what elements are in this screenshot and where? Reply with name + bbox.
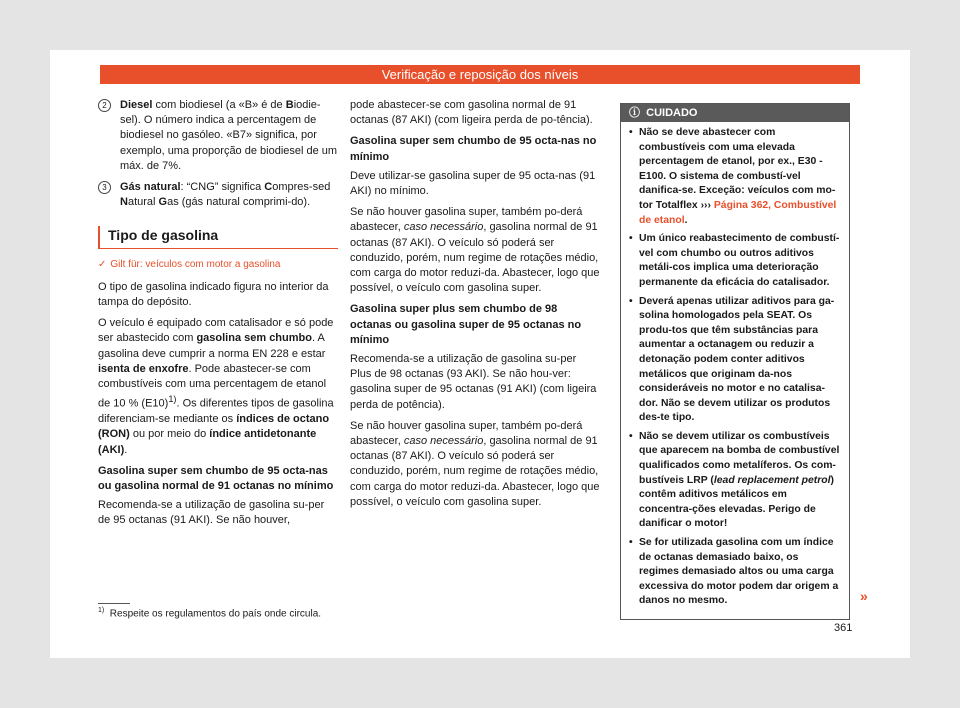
- paragraph: O veículo é equipado com catalisador e só pode ser abastecido com gasolina sem chumbo. A gasolina deve cumprir a norma EN 228 e estar isenta de enxofre. Pode abastecer-se com combustíveis com uma percentagem de etanol de 10 % $(E10)^{1)}$. Os diferentes tipos de gasolina diferenciam-se mediante os índices de octano (RON) ou por meio do índice antidetonante (AKI).: [98, 317, 334, 456]
- caution-box: [620, 103, 850, 620]
- manual-page: [50, 50, 910, 658]
- caution-bullet: • Deverá apenas utilizar aditivos para ga-solina homologados pela SEAT. Os produ-tos que têm substâncias para aumentar a octanagem ou reduzir a detonação podem conter aditivos metálicos que originam da-nos consideráveis no motor e no catalisa-dor. Não se devem utilizar os produtos des-te tipo.: [629, 295, 841, 426]
- number-badge: 3: [98, 181, 111, 194]
- check-icon: ✓: [98, 258, 107, 270]
- continue-icon: »: [860, 588, 868, 604]
- paragraph: O tipo de gasolina indicado figura no interior da tampa do depósito.: [98, 280, 329, 309]
- section-title: Tipo de gasolina: [98, 226, 338, 248]
- caution-bullet: • Não se deve abastecer com combustíveis com uma elevada percentagem de etanol, por ex., E30 - E100. O sistema de combustí-vel danifica-se. Exceção: veículos com mo-tor Totalflex ››› Página 362, Combustível de etanol.: [629, 126, 841, 228]
- paragraph: Recomenda-se a utilização de gasolina su-per de 95 octanas (91 AKI). Se não houver,: [98, 499, 325, 527]
- number-badge: 2: [98, 99, 111, 112]
- page-link[interactable]: Página 362, Combustível de etanol: [639, 199, 837, 226]
- caution-body: [621, 122, 849, 619]
- applies-to-note: ✓ Gilt für: veículos com motor a gasolina: [98, 258, 281, 270]
- caution-bullet: • Se for utilizada gasolina com um índice de octanas demasiado baixo, os regimes demasiado altos ou uma carga excessiva do motor podem dar origem a danos no mesmo.: [629, 536, 841, 609]
- subheading: Gasolina super sem chumbo de 95 octa-nas no mínimo: [350, 135, 597, 163]
- paragraph: Deve utilizar-se gasolina super de 95 octa-nas (91 AKI) no mínimo.: [350, 169, 596, 198]
- paragraph: Recomenda-se a utilização de gasolina su-per Plus de 98 octanas (93 AKI). Se não hou-ver: gasolina super de 95 octanas (91 AKI) (com ligeira perda de potência).: [350, 353, 597, 411]
- subheading: Gasolina super sem chumbo de 95 octa-nas ou gasolina normal de 91 octanas no mínimo: [98, 464, 334, 492]
- footnote: $^{1)}$ Respeite os regulamentos do país onde circula.: [98, 607, 322, 620]
- subheading: Gasolina super plus sem chumbo de 98 octanas ou gasolina super de 95 octanas no mínimo: [350, 303, 582, 346]
- list-item-natural-gas: 3 Gás natural: “CNG” significa Compres-sed Natural Gas (gás natural comprimi-do).: [98, 180, 338, 210]
- paragraph: Se não houver gasolina super, também po-derá abastecer, caso necessário, gasolina normal de 91 octanas (87 AKI). O veículo só poderá ser conduzido, porém, num regime de rotações médio, com carga do motor reduzi-da. Abastecer, logo que possível, o veículo com gasolina super.: [350, 419, 600, 508]
- page-number: 361: [834, 622, 853, 634]
- list-item-diesel: 2 Diesel com biodiesel (a «B» é de Biodie-sel). O número indica a percentagem de biodiesel no gasóleo. «B7» significa, por exemplo, uma proporção de biodiesel de um máx. de 7%.: [98, 98, 338, 174]
- caution-bullet: • Um único reabastecimento de combustí-vel com chumbo ou outros aditivos metáli-cos implica uma deterioração permanente da eficácia do catalisador.: [629, 232, 841, 290]
- page-header: Verificação e reposição dos níveis: [100, 65, 860, 84]
- footnote-divider: [98, 603, 130, 604]
- caution-bullet: • Não se devem utilizar os combustíveis que aparecem na bomba de combustível qualificados como metalíferos. Os com-bustíveis LRP (lead replacement petrol) contêm aditivos metálicos em concentra-ções elevadas. Perigo de danificar o motor!: [629, 430, 841, 532]
- warning-icon: ⓘ: [629, 107, 640, 119]
- footnote-ref: 1): [168, 394, 177, 405]
- column-middle: [350, 98, 600, 516]
- paragraph: Se não houver gasolina super, também po-derá abastecer, caso necessário, gasolina normal de 91 octanas (87 AKI). O veículo só poderá ser conduzido, porém, num regime de rotações médio, com carga do motor reduzi-da. Abastecer, logo que possível, o veículo com gasolina super.: [350, 206, 600, 295]
- column-left: [98, 98, 338, 535]
- caution-header: ⓘ CUIDADO: [621, 104, 849, 122]
- paragraph: pode abastecer-se com gasolina normal de 91 octanas (87 AKI) (com ligeira perda de po-tência).: [350, 99, 593, 127]
